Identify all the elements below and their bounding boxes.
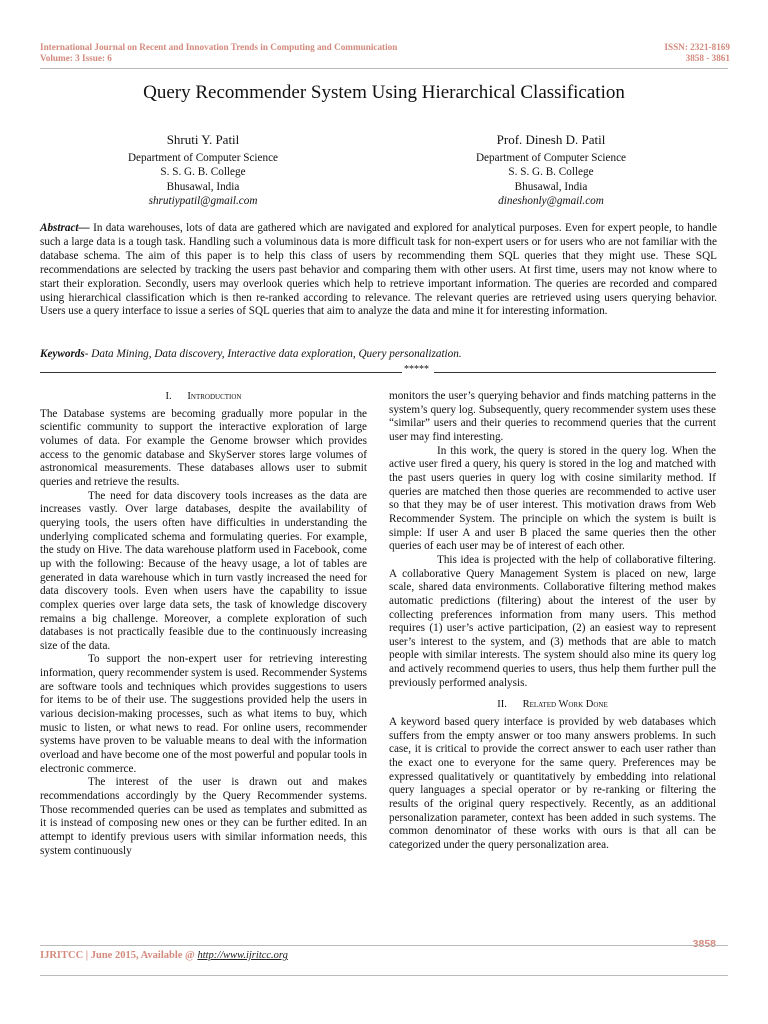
footer-text: IJRITCC | June 2015, Available @ — [40, 950, 198, 961]
journal-volume: Volume: 3 Issue: 6 — [40, 53, 112, 63]
footer-link[interactable]: http://www.ijritcc.org — [197, 950, 288, 961]
header-rule — [40, 68, 728, 69]
paragraph: monitors the user’s querying behavior and finds matching patterns in the system’s query log. Subsequently, query recommender system uses these “similar” users and their queries to recommend queries that the current user may find interesting. — [389, 390, 716, 443]
footer-rule — [40, 945, 728, 946]
separator-line-left — [40, 372, 402, 373]
section-heading-introduction — [40, 390, 367, 404]
footer-bottom-rule — [40, 975, 728, 976]
section-title: Related Work Done — [522, 699, 608, 711]
page-range: 3858 - 3861 — [685, 53, 730, 63]
paragraph: The Database systems are becoming gradually more popular in the scientific community to support the interactive exploration of large volumes of data. For example the Genome browser which provides access to the genomic database and SkyServer stores large volumes of astronomical measurements. These databases allows user to submit queries and retrieve the results. — [40, 407, 367, 488]
keywords-text: - Data Mining, Data discovery, Interactive data exploration, Query personalization. — [84, 348, 462, 360]
author-block-1 — [73, 133, 333, 209]
author-block-2 — [421, 133, 681, 209]
section-title: Introduction — [187, 391, 242, 402]
separator — [40, 366, 716, 380]
paragraph: A keyword based query interface is provided by web databases which suffers from the empty answer or too many answers problems. In such case, it is critical to provide the correct answer to each user rather than the exact one to everyone for the same query. Preferences may be expressed qualitatively or quantitatively by embedding into relational query languages a special operator or by re-ranking or filtering the results of the original query respectively. Recently, as an additional personalization parameter, context has been added in such systems. The common denominator of these works with ours is that all can be categorized under the query personalization area. — [389, 716, 716, 851]
abstract — [40, 222, 717, 319]
separator-stars: ***** — [404, 364, 429, 375]
paragraph: The interest of the user is drawn out and makes recommendations accordingly by the Query Recommender systems. Those recommended queries can be used as templates and submitted as it is instead of composing new ones or they can be further edited. In an attempt to identify previous users with similar information needs, this system continuously — [40, 776, 367, 857]
author-name: Shruti Y. Patil — [166, 132, 240, 147]
keywords — [40, 348, 717, 360]
section-number: II. — [497, 699, 507, 711]
footer — [40, 950, 288, 961]
author-college: S. S. G. B. College — [508, 166, 594, 179]
author-city: Bhusawal, India — [514, 180, 588, 193]
paper-title: Query Recommender System Using Hierarchical Classification — [143, 82, 625, 103]
issn-header — [664, 42, 730, 64]
journal-header — [40, 42, 397, 64]
author-name: Prof. Dinesh D. Patil — [496, 132, 606, 147]
separator-line-right — [434, 372, 716, 373]
paragraph: To support the non-expert user for retrieving interesting information, query recommender system is used. Recommender Systems are software tools and techniques which provides suggestions to users for items to be of their use. The suggestions provided help the users in various decision-making processes, such as what items to buy, which music to listen, or what news to read. For online users, recommender systems have proven to be valuable means to deal with the information overload and have become one of the most powerful and popular tools in electronic commerce. — [40, 653, 367, 775]
keywords-label: Keywords — [40, 348, 85, 360]
paragraph: This idea is projected with the help of collaborative filtering. A collaborative Query Management System is placed on new, large scale, shared data environments. Collaborative filtering method makes automatic predictions (filtering) about the interest of the user by collecting preferences information from many users. This method requires (1) user’s active participation, (2) an easiest way to represent user’s interest to the system, and (3) methods that are able to match people with similar interests. The system should also mine its query log and actively recommend queries to users, thus help them further pull the previously performed analysis. — [389, 553, 716, 689]
author-college: S. S. G. B. College — [160, 166, 246, 179]
abstract-text: In data warehouses, lots of data are gathered which are navigated and explored for analytical purposes. Even for expert people, to handle such a large data is a tough task. Handling such a voluminous data is more difficult task for non-expert users or for users who are not familiar with the database schema. The aim of this paper is to help this class of users by recommending them SQL queries that they might use. These SQL recommendations are selected by tracking the users past behavior and comparing them with other users. At first time, users may not know where to start their exploration. Secondly, users may overlook queries which help to retrieve important information. The queries are recorded and compared using hierarchical classification which is then re-ranked according to relevance. The relevant queries are retrieved using users querying behavior. Users use a query interface to issue a series of SQL queries that aim to analyze the data and mine it for interesting information. — [40, 222, 717, 318]
author-email: dineshonly@gmail.com — [498, 195, 604, 208]
section-number: I. — [165, 391, 172, 402]
issn: ISSN: 2321-8169 — [664, 42, 730, 52]
abstract-label: Abstract— — [40, 222, 90, 234]
left-column — [40, 390, 367, 858]
right-column — [389, 390, 716, 853]
author-email: shrutiypatil@gmail.com — [148, 195, 258, 208]
section-heading-related-work — [389, 698, 716, 712]
author-dept: Department of Computer Science — [127, 151, 279, 164]
page-number: 3858 — [692, 938, 716, 950]
author-dept: Department of Computer Science — [475, 151, 627, 164]
paragraph: The need for data discovery tools increases as the data are increases vastly. Over large databases, despite the availability of querying tools, the users often have difficulties in understanding the underlying complicated schema and formulating queries. For example, the study on Hive. The data warehouse platform used in Facebook, come up with the following: Because of the heavy usage, a lot of tables are generated in data warehouse which in turn vastly increased the need for data discovery tools. Even when users have the capability to issue complex queries over large data sets, the task of knowledge discovery remains a big challenge. Moreover, a complete exploration of such databases is not practically feasible due to the continuously increasing size of the data. — [40, 489, 367, 652]
journal-name: International Journal on Recent and Innovation Trends in Computing and Communication — [40, 42, 398, 52]
paragraph: In this work, the query is stored in the query log. When the active user fired a query, his query is stored in the log and matched with the past users queries in query log with cosine similarity method. If queries are matched then those queries are recommended to active user so that they may be of user interest. This motivation draws from Web Recommender System. The principle on which the system is built is simple: If user A and user B placed the same queries then the other queries of each user may be of interest of each other. — [389, 444, 716, 553]
author-city: Bhusawal, India — [166, 180, 240, 193]
